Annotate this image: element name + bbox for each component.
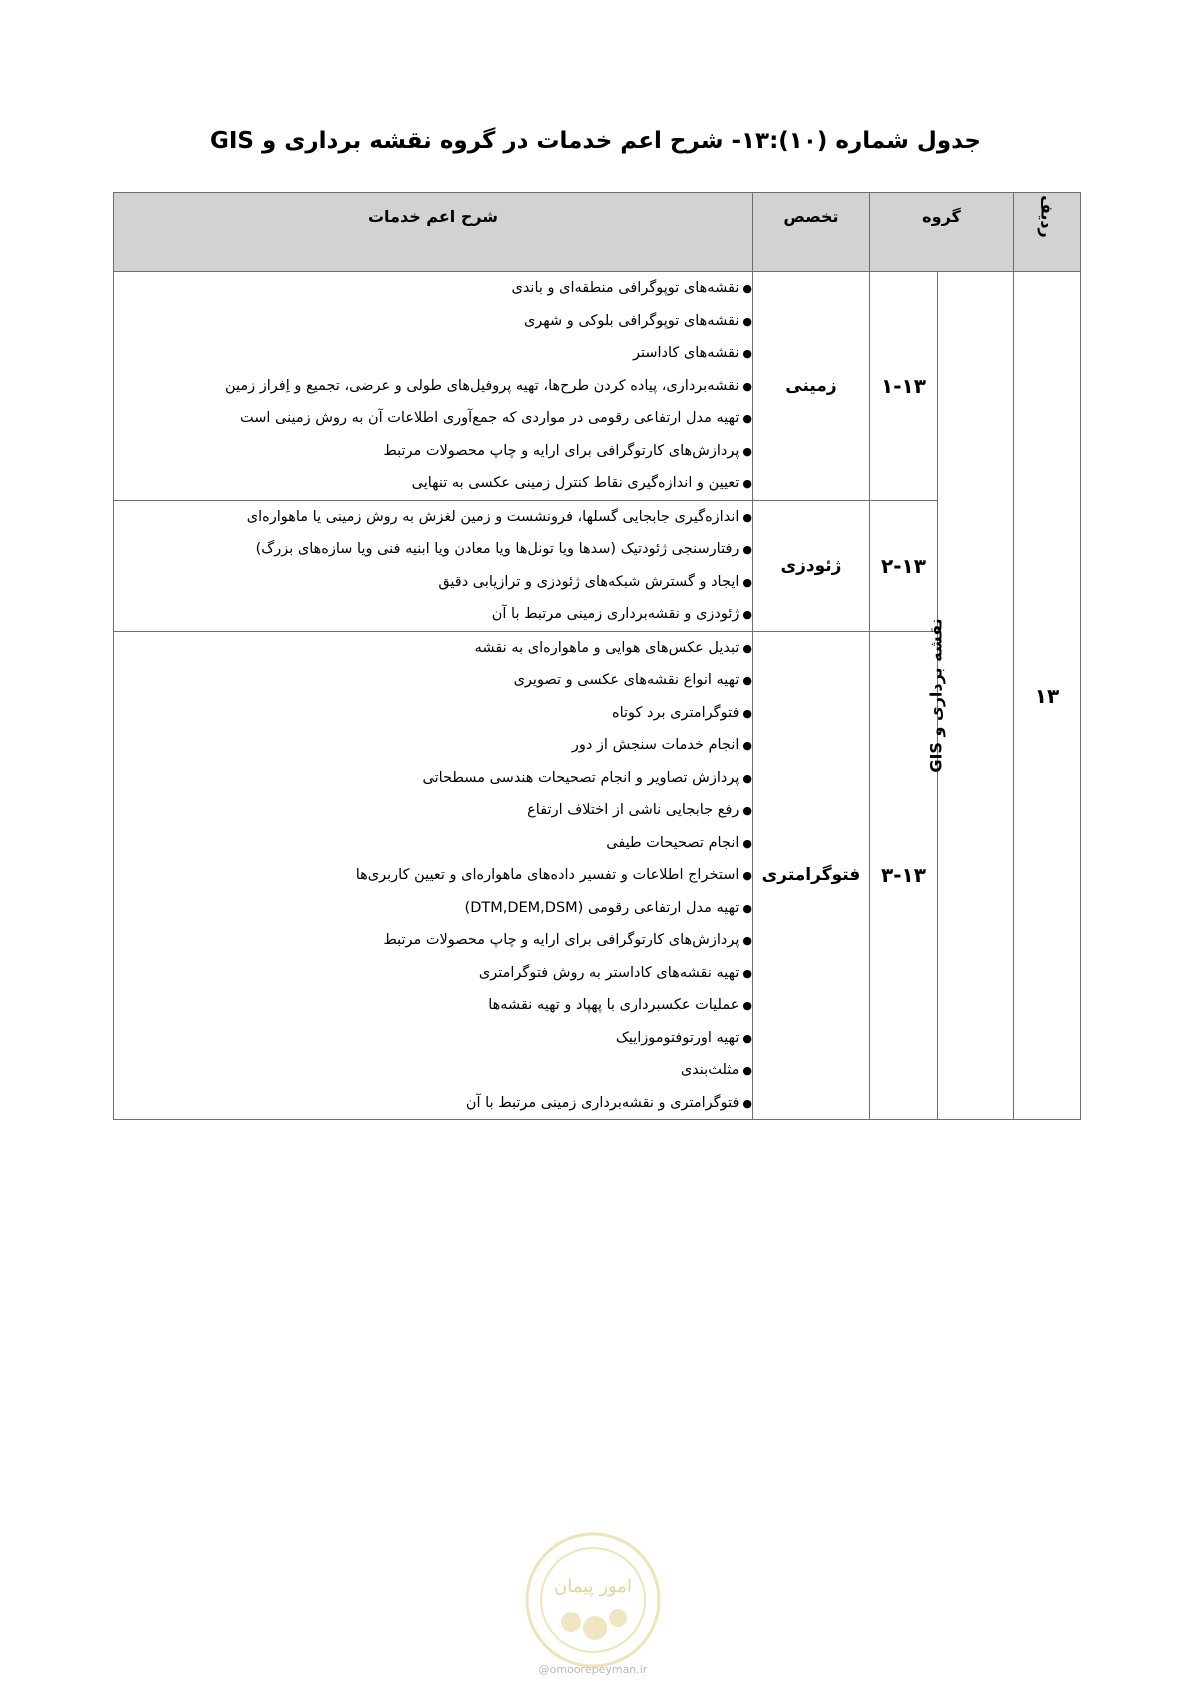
list-item: ● پردازش تصاویر و انجام تصحیحات هندسی مسطحاتی (114, 762, 752, 795)
list-item: ● فتوگرامتری برد کوتاه (114, 697, 752, 730)
header-row-number-label: ردیف (1037, 195, 1057, 238)
section-specialty: فتوگرامتری (753, 631, 870, 1120)
list-item: ● نقشه‌های توپوگرافی بلوکی و شهری (114, 305, 752, 338)
section-code: ۳-۱۳ (870, 631, 938, 1120)
list-item: ● اندازه‌گیری جابجایی گسلها، فرونشست و زمین لغزش به روش زمینی یا ماهواره‌ای (114, 501, 752, 534)
list-item: ● نقشه‌های کاداستر (114, 337, 752, 370)
section-code: ۱-۱۳ (870, 272, 938, 501)
list-item: ● ایجاد و گسترش شبکه‌های ژئودزی و ترازیابی دقیق (114, 566, 752, 599)
section-code: ۲-۱۳ (870, 500, 938, 631)
list-item: ● تهیه اورتوفتوموزاییک (114, 1022, 752, 1055)
list-item: ● رفع جابجایی ناشی از اختلاف ارتفاع (114, 794, 752, 827)
group-name-label: نقشه برداری و GIS (926, 618, 946, 773)
list-item: ● عملیات عکسبرداری با پهپاد و تهیه نقشه‌ها (114, 989, 752, 1022)
list-item: ● فتوگرامتری و نقشه‌برداری زمینی مرتبط با آن (114, 1087, 752, 1120)
section-specialty: زمینی (753, 272, 870, 501)
services-list (114, 501, 752, 631)
list-item: ● پردازش‌های کارتوگرافی برای ارایه و چاپ محصولات مرتبط (114, 435, 752, 468)
list-item: ● پردازش‌های کارتوگرافی برای ارایه و چاپ محصولات مرتبط (114, 924, 752, 957)
table-row (114, 272, 1081, 501)
list-item: ● تعیین و اندازه‌گیری نقاط کنترل زمینی عکسی به تنهایی (114, 467, 752, 500)
list-item: ● انجام خدمات سنجش از دور (114, 729, 752, 762)
table-row (114, 500, 1081, 631)
services-list (114, 272, 752, 500)
header-group: گروه (870, 193, 1014, 272)
list-item: ● نقشه‌برداری، پیاده کردن طرح‌ها، تهیه پروفیل‌های طولی و عرضی، تجمیع و اِفراز زمین (114, 370, 752, 403)
group-name-cell (926, 272, 1014, 1120)
list-item: ● تهیه نقشه‌های کاداستر به روش فتوگرامتری (114, 957, 752, 990)
section-description (114, 631, 753, 1120)
list-item: ● نقشه‌های توپوگرافی منطقه‌ای و باندی (114, 272, 752, 305)
list-item: ● مثلث‌بندی (114, 1054, 752, 1087)
watermark-logo (523, 1530, 663, 1670)
list-item: ● تهیه مدل ارتفاعی رقومی در مواردی که جمع‌آوری اطلاعات آن به روش زمینی است (114, 402, 752, 435)
list-item: ● انجام تصحیحات طیفی (114, 827, 752, 860)
row-number-cell: ۱۳ (1014, 272, 1081, 1120)
list-item: ● تبدیل عکس‌های هوایی و ماهواره‌ای به نقشه (114, 632, 752, 665)
list-item: ● تهیه مدل ارتفاعی رقومی (DTM,DEM,DSM) (114, 892, 752, 925)
section-specialty: ژئودزی (753, 500, 870, 631)
header-row-number (1014, 193, 1081, 272)
page-title: جدول شماره (۱۰):۱۳- شرح اعم خدمات در گروه نقشه برداری و GIS (209, 128, 982, 154)
list-item: ● ژئودزی و نقشه‌برداری زمینی مرتبط با آن (114, 598, 752, 631)
section-description (114, 500, 753, 631)
list-item: ● استخراج اطلاعات و تفسیر داده‌های ماهواره‌ای و تعیین کاربری‌ها (114, 859, 752, 892)
list-item: ● رفتارسنجی ژئودتیک (سدها ویا تونل‌ها ویا معادن ویا ابنیه فنی ویا سازه‌های بزرگ) (114, 533, 752, 566)
services-table (113, 192, 1081, 1120)
watermark-handle: @omoorepeyman.ir (538, 1663, 648, 1676)
list-item: ● تهیه انواع نقشه‌های عکسی و تصویری (114, 664, 752, 697)
header-specialty: تخصص (753, 193, 870, 272)
header-description: شرح اعم خدمات (114, 193, 753, 272)
watermark-logo-text: امور پیمان (554, 1576, 632, 1597)
section-description (114, 272, 753, 501)
services-list (114, 632, 752, 1120)
table-header-row (114, 193, 1081, 272)
